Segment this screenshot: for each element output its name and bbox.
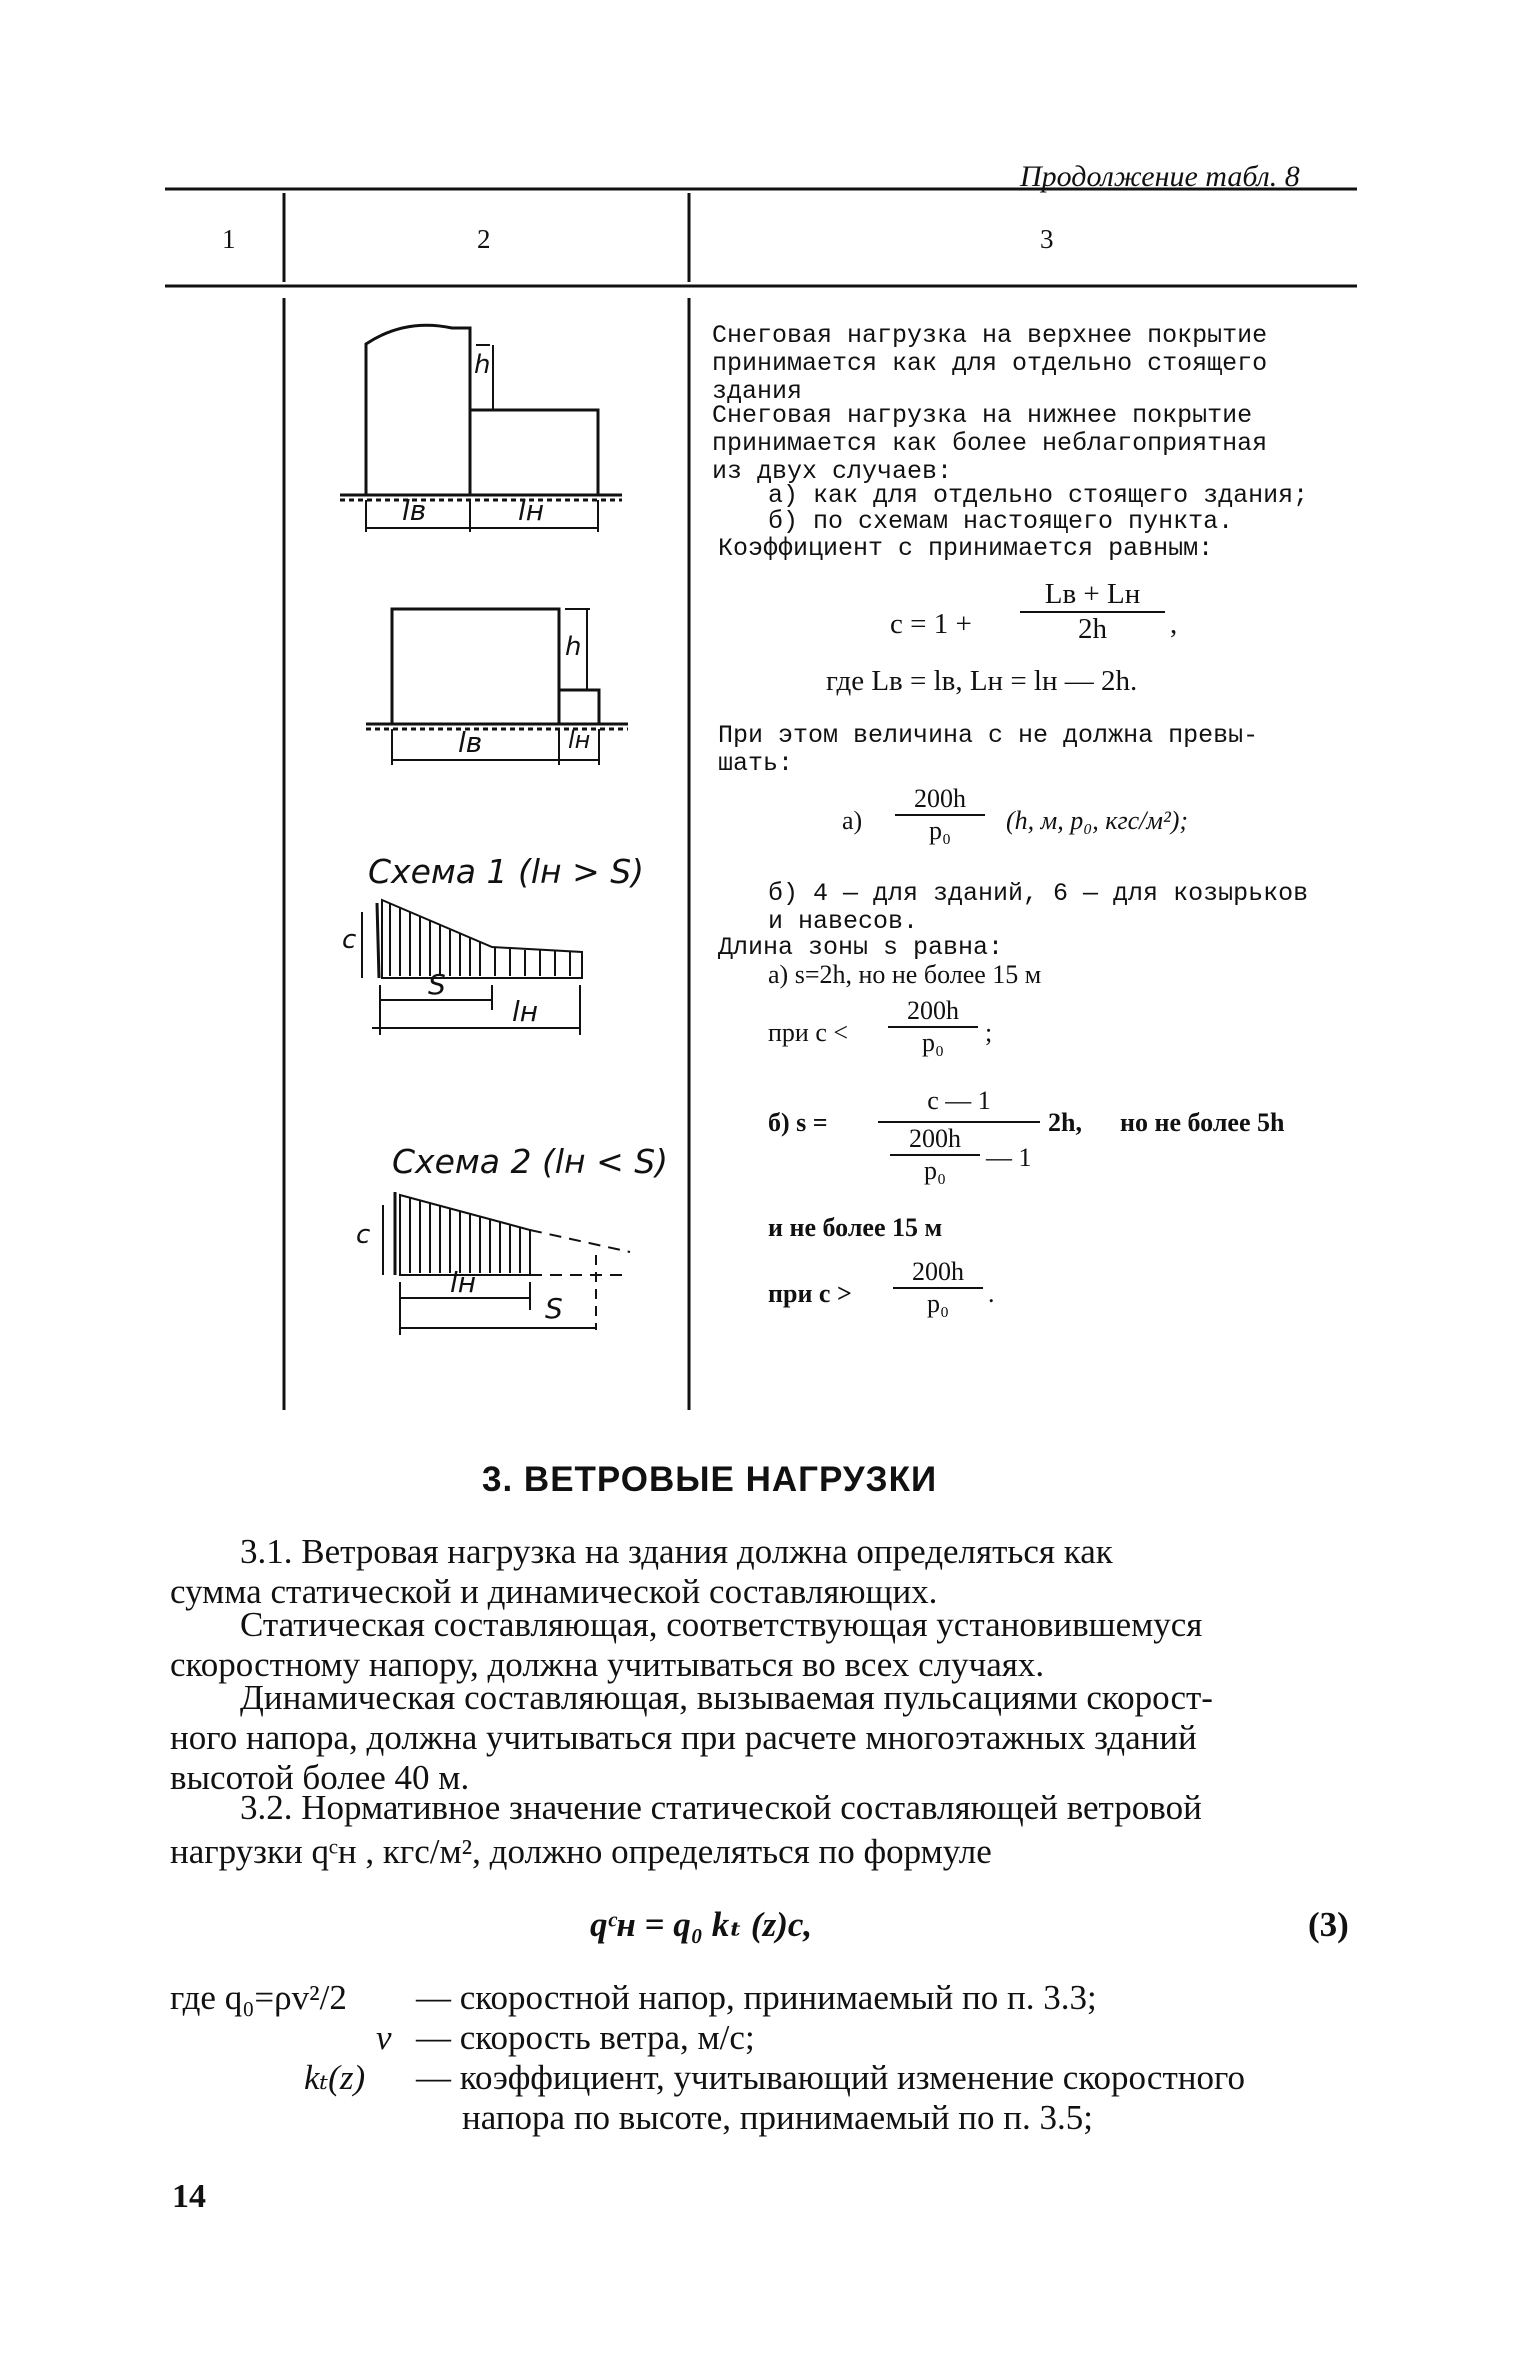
paragraph-dynamic: Динамическая составляющая, вызываемая пульсациями скорост- ного напора, должна учитываться при расчете многоэтажных зданий высотой более 40 м. — [170, 1678, 1213, 1797]
formula-c-tail: , — [1170, 608, 1178, 640]
formula-c-fraction: Lв + Lн 2h — [1020, 578, 1165, 646]
building-diagrams — [0, 0, 700, 1420]
d1-lv-label: lв — [402, 494, 427, 527]
zone-b-but: но не более 5h — [1120, 1108, 1285, 1137]
zone-b-extra: и не более 15 м — [768, 1213, 943, 1242]
formula-c-left: c = 1 + — [890, 608, 972, 640]
scheme-1-s-label: S — [428, 968, 446, 1001]
where-desc-3: — коэффициент, учитывающий изменение скоростного — [416, 2058, 1245, 2097]
where-sym-1: где q₀=ρv²/2 — [170, 1978, 347, 2017]
zone-b-numerator: c — 1 — [927, 1086, 991, 1115]
d1-ln-label: lн — [518, 494, 545, 527]
d2-ln-label: lн — [568, 726, 591, 754]
scheme-2-diagram — [383, 1192, 630, 1335]
limit-a-units: (h, м, p₀, кгс/м²); — [1006, 806, 1189, 835]
where-desc-1: — скоростной напор, принимаемый по п. 3.3; — [416, 1978, 1097, 2017]
column-header-1: 1 — [222, 224, 236, 254]
scheme-2-ln-label: lн — [450, 1266, 477, 1299]
where-sym-3: kₜ(z) — [304, 2058, 366, 2097]
col3-case-b: б) по схемам настоящего пункта. — [768, 507, 1234, 536]
zone-b-tail: 2h, — [1048, 1108, 1082, 1137]
paragraph-3-1: 3.1. Ветровая нагрузка на здания должна определяться как сумма статической и динамической составляющих. — [170, 1532, 1113, 1611]
scheme-1-ln-label: lн — [512, 995, 539, 1028]
zone-b-den-tail: — 1 — [986, 1143, 1032, 1172]
where-sym-2: v — [376, 2018, 392, 2057]
d1-h-label: h — [474, 350, 491, 380]
formula-3-number: (3) — [1308, 1905, 1349, 1944]
where-desc-3-cont: напора по высоте, принимаемый по п. 3.5; — [462, 2098, 1093, 2137]
paragraph-3-2-line2: нагрузки qᶜн , кгс/м², должно определяться по формуле — [170, 1832, 992, 1871]
zone-a-cond-left: при c < — [768, 1018, 849, 1047]
limit-a-label: а) — [842, 806, 863, 835]
scheme-2-s-label: S — [545, 1292, 563, 1325]
d2-h-label: h — [565, 632, 582, 662]
table-continuation-caption: Продолжение табл. 8 — [1020, 160, 1300, 193]
col3-where-line: где Lв = lв, Lн = lн — 2h. — [826, 665, 1138, 697]
col3-limit-intro: При этом величина c не должна превы- шать: — [718, 721, 1259, 778]
scheme-2-title: Схема 2 (lн < S) — [392, 1142, 669, 1181]
col3-paragraph-2: Снеговая нагрузка на нижнее покрытие принимается как более неблагоприятная из двух случаев: — [712, 401, 1268, 486]
scheme-1-c-label: c — [342, 925, 357, 955]
zone-a-cond-fraction: $\frac{200h}{\text{p₀}}$ — [888, 996, 978, 1058]
zone-b-label: б) s = — [768, 1108, 828, 1137]
col3-paragraph-1: Снеговая нагрузка на верхнее покрытие принимается как для отдельно стоящего здания — [712, 321, 1268, 406]
scheme-1-title: Схема 1 (lн > S) — [368, 852, 645, 891]
zone-b-denominator-fraction: $\frac{200h}{\text{p₀}}$ — [890, 1124, 980, 1186]
formula-3: qᶜн = q₀ kₜ (z)c, — [590, 1905, 813, 1944]
paragraph-3-2-line1: 3.2. Нормативное значение статической составляющей ветровой — [240, 1788, 1202, 1827]
zone-b-cond-fraction: $\frac{200h}{\text{p₀}}$ — [893, 1257, 983, 1319]
limit-a-fraction: $\frac{200h}{\text{p₀}}$ — [895, 784, 985, 846]
d2-lv-label: lв — [458, 726, 483, 759]
zone-b-cond-tail: . — [988, 1279, 995, 1308]
col3-coef-intro: Коэффициент c принимается равным: — [718, 534, 1214, 563]
column-header-3: 3 — [1040, 224, 1054, 254]
zone-b-cond-left: при c > — [768, 1279, 852, 1308]
scheme-1-diagram — [362, 900, 582, 1035]
column-header-2: 2 — [477, 224, 491, 254]
scheme-2-c-label: c — [356, 1220, 371, 1250]
zone-a-cond-tail: ; — [985, 1018, 993, 1047]
zone-a: а) s=2h, но не более 15 м — [768, 960, 1042, 989]
section-title: 3. ВЕТРОВЫЕ НАГРУЗКИ — [482, 1460, 938, 1499]
page-number: 14 — [172, 2178, 206, 2215]
limit-b: б) 4 — для зданий, 6 — для козырьков и навесов. — [768, 879, 1309, 936]
where-desc-2: — скорость ветра, м/с; — [416, 2018, 755, 2057]
col3-case-a: а) как для отдельно стоящего здания; — [768, 481, 1309, 510]
zone-intro: Длина зоны s равна: — [718, 933, 1004, 962]
paragraph-static: Статическая составляющая, соответствующая установившемуся скоростному напору, должна учитываться во всех случаях. — [170, 1605, 1203, 1684]
